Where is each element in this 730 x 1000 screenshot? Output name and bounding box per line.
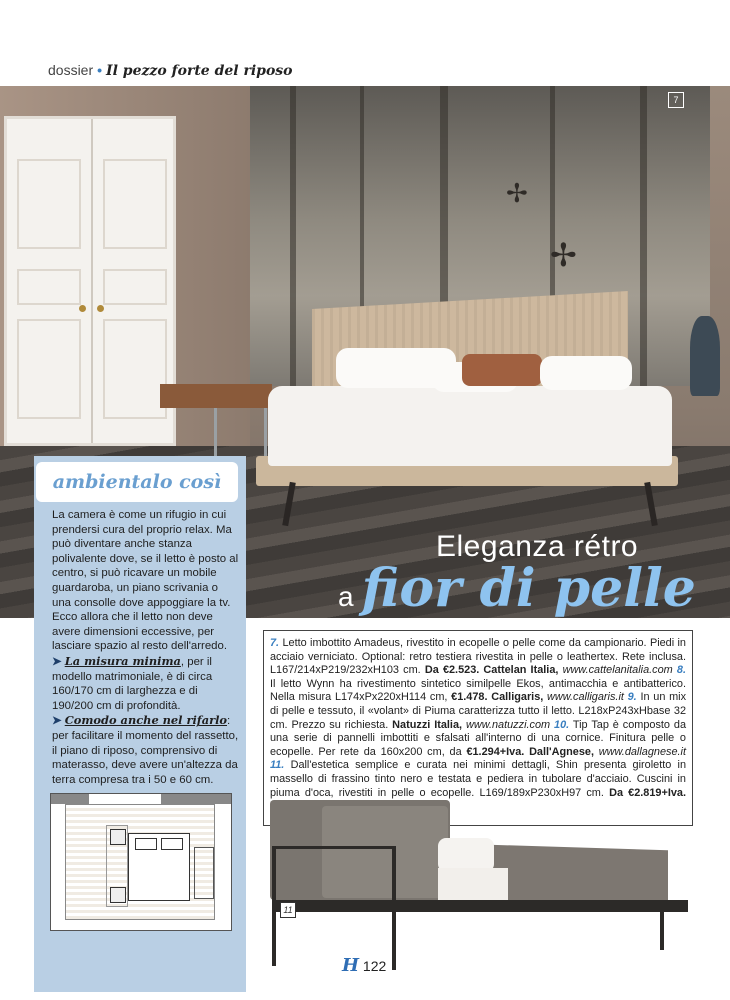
running-header [48,62,293,79]
captions-box: 7. Letto imbottito Amadeus, rivestito in ecopelle o pelle come da campionario. Piedi in acciaio verniciato. Optional: retro testiera rivestita in pelle o leathertex. Rete inclusa. L167/214xP219/232xH103 cm. Da €2.523. Cattelan Italia, www.cattelanitalia.com 8. Il letto Wynn ha rivestimento sintetico similpelle Ekos, antimacchia e antibatterico. Nella misura L174xPx220xH114 cm, €1.478. Calligaris, www.calligaris.it 9. In un mix di pelle e tessuto, il «volant» di Piuma caratterizza tutto il letto. L218xP243xHbase 32 cm. Prezzo su richiesta. Natuzzi Italia, www.natuzzi.com 10. Tip Tap è composto da una serie di pannelli imbottiti e sfalsati all'interno di una cornice. Finitura pelle o ecopelle. Per rete da 160x200 cm, da €1.294+Iva. Dall'Agnese, www.dallagnese.it 11. Dall'estetica semplice e curata nei minimi dettagli, Shin presenta giroletto in massello di frassino tinto nero e testata e pediera in tubolare d'acciaio. Cuscini in piuma d'oca, rivestiti in pelle o ecopelle. L169/189xP230xH97 cm. Da €2.819+Iva. [263,630,693,826]
floor-plan [50,793,232,931]
pillow [540,356,632,390]
headline-line2 [338,558,696,619]
bed-frame [272,900,688,912]
bird-sculpture [690,316,720,396]
door-knob [97,305,104,312]
headline-line1: Eleganza rétro [436,530,639,563]
sidebar-intro: La camera è come un rifugio in cui prendersi cura del proprio relax. Ma può diventare anche stanza polivalente dove, se il letto è posto al centro, si può ricavare un mobile guardaroba, un piano scrivania o una consolle dove appoggiare la tv. Ecco allora che il letto non deve avere dimensioni eccessive, per lasciare spazio al resto dell'arredo. [52,509,239,653]
magazine-logo: H [342,955,360,976]
plan-plant [194,847,214,899]
sidebar-bullet: ➤ Comodo anche nel rifarlo: per facilitare il momento del rassetto, il piano di riposo, comprensivo di materasso, deve avere un'altezza da terra compresa tra i 50 e 60 cm. [52,713,239,786]
bed-photo-11 [262,800,702,970]
white-door [4,116,176,446]
photo-number: 7 [668,92,684,108]
headline-prefix: a [338,581,354,612]
pillow [462,354,542,386]
plan-bed [128,833,190,901]
separator-dot: • [97,62,103,78]
bed-duvet [268,386,672,466]
page-folio [342,955,386,976]
sidebar-bullet: ➤ La misura minima, per il modello matrimoniale, è di circa 160/170 cm di larghezza e di 190/200 cm di profondità. [52,653,213,712]
arrow-icon: ➤ [52,715,65,728]
headline-emphasis: fior di pelle [361,558,696,619]
door-knob [79,305,86,312]
pillow [438,838,494,872]
sidebar-text [52,508,240,787]
dragonfly-icon: ✢ [506,178,528,208]
dossier-title: Il pezzo forte del riposo [106,63,293,79]
nightstand [160,384,272,408]
photo-number: 11 [280,902,296,918]
arrow-icon: ➤ [52,655,65,668]
sidebar-badge: ambientalo così [36,462,238,502]
section-label: dossier [48,62,94,78]
page-number: 122 [362,958,387,974]
dragonfly-icon: ✢ [550,237,577,273]
